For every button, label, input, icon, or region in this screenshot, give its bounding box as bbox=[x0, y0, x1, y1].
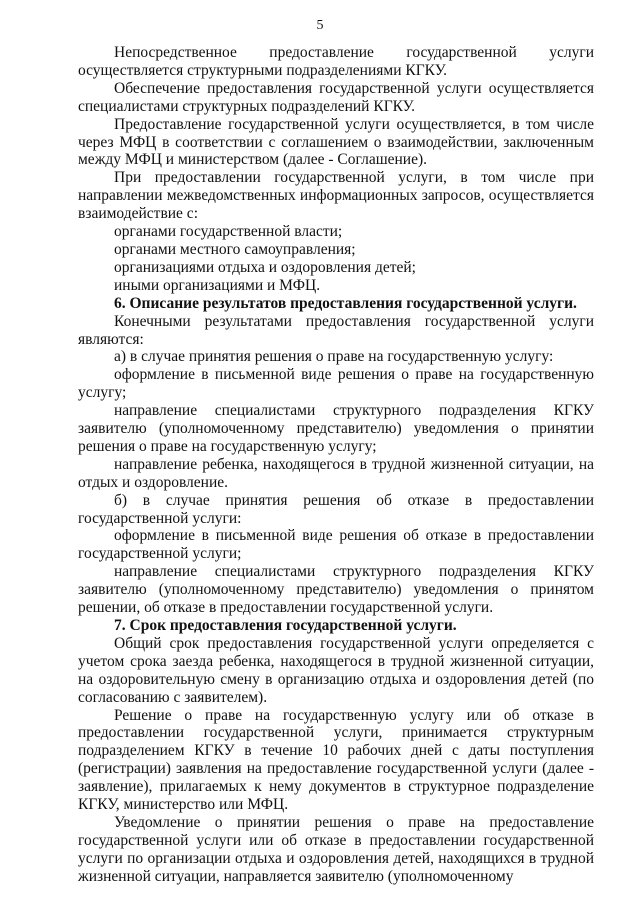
page-number: 5 bbox=[316, 18, 324, 33]
section-heading: 7. Срок предоставления государственной услуги. bbox=[114, 617, 457, 634]
paragraph: Общий срок предоставления государственной услуги определяется с учетом срока заезда ребенка, находящегося в трудной жизненной ситуации, на оздоровительную смену в организацию отдыха и оздоровления детей (по согласованию с заявителем). bbox=[78, 634, 594, 706]
paragraph: Обеспечение предоставления государственной услуги осуществляется специалистами структурных подразделений КГКУ. bbox=[78, 79, 594, 115]
paragraph: организациями отдыха и оздоровления детей; bbox=[114, 258, 416, 276]
paragraph: направление ребенка, находящегося в трудной жизненной ситуации, на отдых и оздоровление. bbox=[78, 455, 594, 491]
paragraph: а) в случае принятия решения о праве на государственную услугу: bbox=[114, 348, 554, 366]
paragraph: Уведомление о принятии решения о праве на предоставление государственной услуги или об отказе в предоставлении государственной услуги по организации отдыха и оздоровления детей, находящихся в трудной жизненной ситуации, направляется заявителю (уполномоченному bbox=[78, 813, 594, 885]
paragraph: Предоставление государственной услуги осуществляется, в том числе через МФЦ в соответствии с соглашением о взаимодействии, заключенным между МФЦ и министерством (далее - Соглашение). bbox=[78, 115, 594, 169]
paragraph: б) в случае принятия решения об отказе в предоставлении государственной услуги: bbox=[78, 491, 594, 527]
paragraph: оформление в письменной виде решения о праве на государственную услугу; bbox=[78, 366, 594, 402]
paragraph: Конечными результатами предоставления государственной услуги являются: bbox=[78, 312, 594, 348]
paragraph: Решение о праве на государственную услугу или об отказе в предоставлении государственной услуги, принимается структурным подразделением КГКУ в течение 10 рабочих дней с даты поступления (регистрации) заявления на предоставление государственной услуги (далее - заявление), прилагаемых к нему документов в структурное подразделение КГКУ, министерство или МФЦ. bbox=[78, 706, 594, 814]
paragraph: направление специалистами структурного подразделения КГКУ заявителю (уполномоченному представителю) уведомления о принятии решения о праве на государственную услугу; bbox=[78, 402, 594, 455]
document-body bbox=[78, 44, 594, 886]
paragraph: иными организациями и МФЦ. bbox=[114, 276, 321, 294]
paragraph: органами местного самоуправления; bbox=[114, 240, 356, 258]
section-heading: 6. Описание результатов предоставления государственной услуги. bbox=[114, 294, 577, 312]
paragraph: оформление в письменной виде решения об отказе в предоставлении государственной услуги; bbox=[78, 527, 594, 563]
paragraph: Непосредственное предоставление государственной услуги осуществляется структурными подразделениями КГКУ. bbox=[78, 44, 594, 79]
paragraph: органами государственной власти; bbox=[114, 223, 343, 241]
paragraph: При предоставлении государственной услуги, в том числе при направлении межведомственных информационных запросов, осуществляется взаимодействие с: bbox=[78, 169, 594, 223]
paragraph: направление специалистами структурного подразделения КГКУ заявителю (уполномоченному представителю) уведомления о принятом решении, об отказе в предоставлении государственной услуги. bbox=[78, 563, 594, 617]
